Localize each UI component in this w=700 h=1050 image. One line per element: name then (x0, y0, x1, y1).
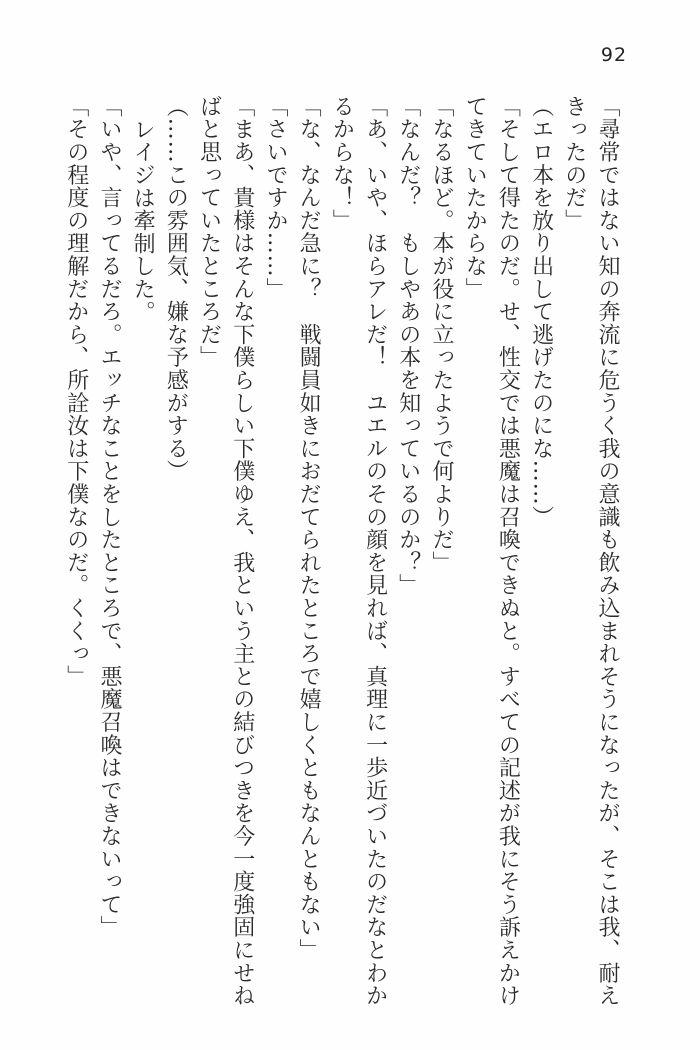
text-column: 「さいですか……」 (262, 95, 288, 301)
text-column: きったのだ」 (561, 95, 587, 232)
text-column: 「尋常ではない知の奔流に危うく我の意識も飲み込まれそうになったが、そこは我、耐え (595, 95, 620, 1007)
page-number: 92 (600, 44, 628, 66)
text-column: ばと思っていたところだ」 (196, 95, 222, 369)
text-column: てきていたからな」 (462, 95, 488, 301)
text-column: 「いや、言ってるだろ。エッチなことをしたところで、悪魔召喚はできないって」 (96, 95, 122, 939)
text-column: 「あ、いや、ほらアレだ！ ユエルのその顔を見れば、真理に一歩近づいたのだなとわか (362, 95, 388, 1007)
text-column: レイジは牽制した。 (130, 118, 156, 324)
text-column: 「そして得たのだ。せ、性交では悪魔は召喚できぬと。すべての記述が我にそう訴えかけ (495, 95, 521, 1007)
text-column: （……この雰囲気、嫌な予感がする） (163, 95, 189, 483)
text-column: 「まあ、貴様はそんな下僕らしい下僕ゆえ、我という主との結びつきを今一度強固にせね (229, 95, 255, 1007)
text-column: 「なるほど。本が役に立ったようで何よりだ」 (428, 95, 454, 574)
text-column: 「な、なんだ急に？ 戦闘員如きにおだてられたところで嬉しくともなんともない」 (296, 95, 322, 962)
text-column: 「その程度の理解だから、所詮汝は下僕なのだ。くくっ」 (63, 95, 89, 688)
text-column: 「なんだ？ もしやあの本を知っているのか？」 (395, 95, 421, 597)
vertical-text-block (60, 95, 624, 1011)
text-column: るからな！」 (329, 95, 355, 232)
text-column: （エロ本を放り出して逃げたのにな……） (528, 95, 554, 529)
